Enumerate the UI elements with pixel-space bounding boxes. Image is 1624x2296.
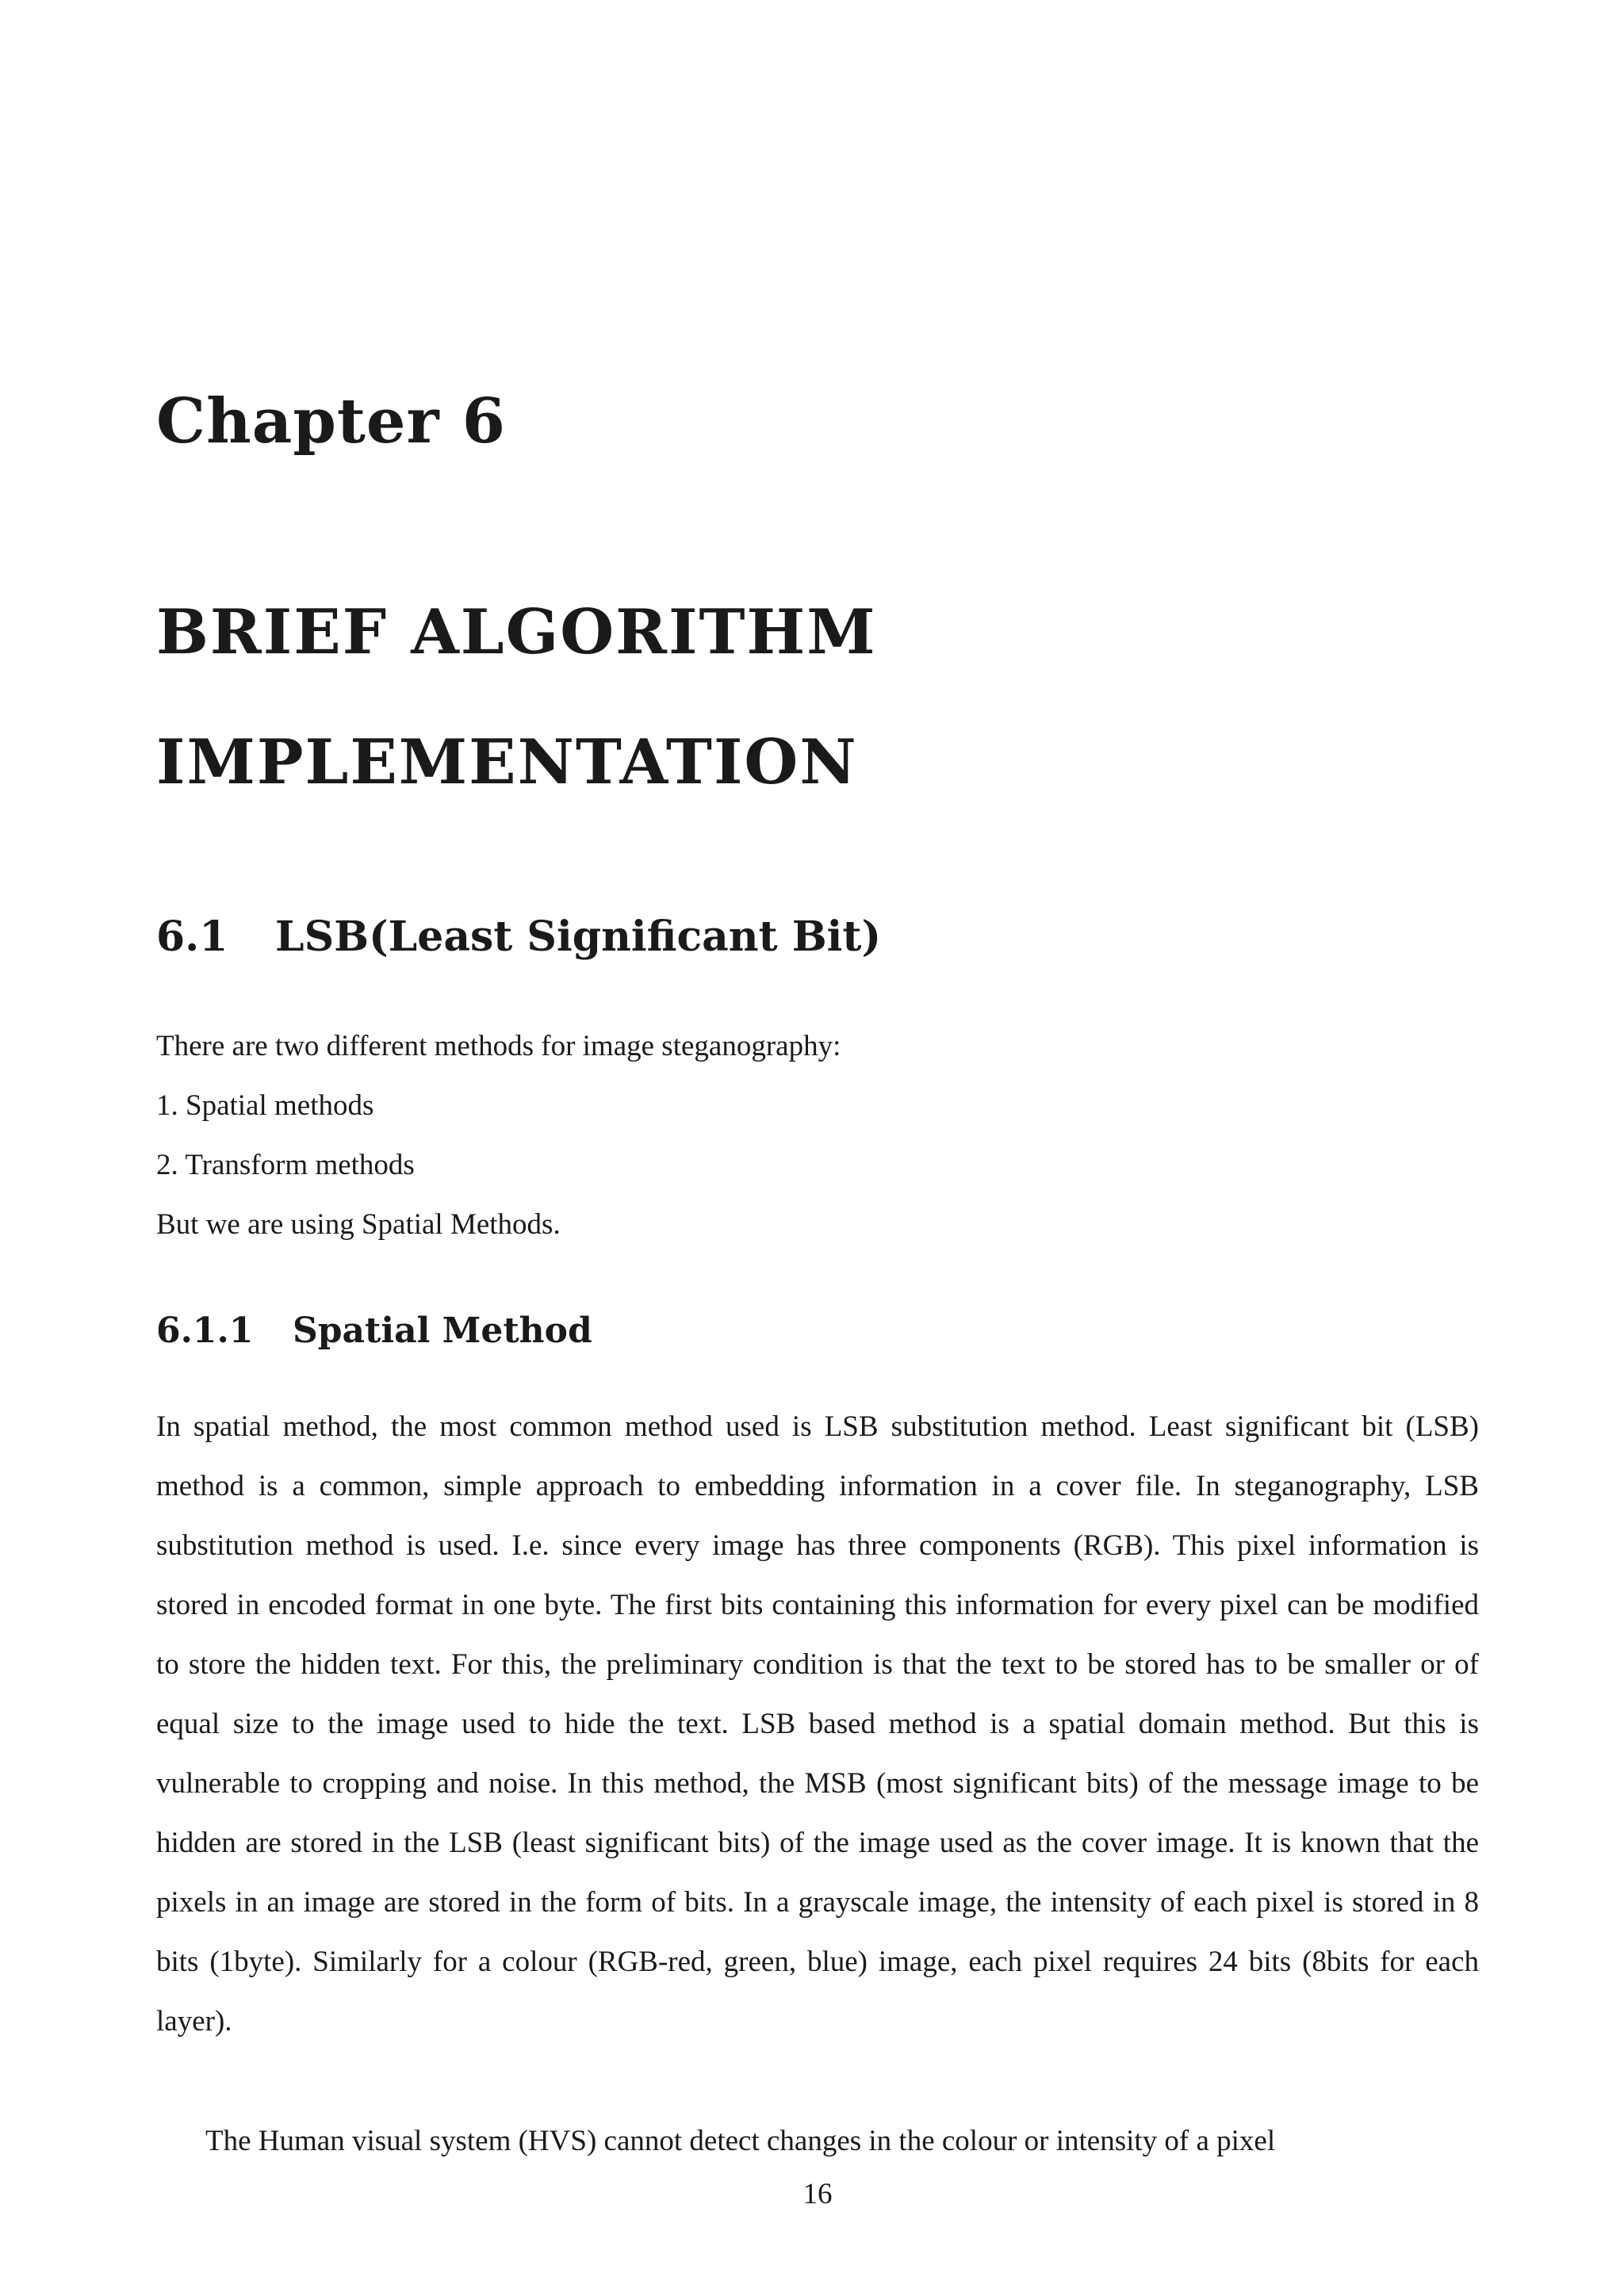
chapter-title: [156, 568, 877, 828]
intro-line: There are two different methods for image steganography:: [156, 1030, 841, 1062]
method-list-item: 1. Spatial methods: [156, 1089, 374, 1122]
section-intro: [156, 1016, 1479, 1254]
section-heading: [156, 913, 881, 962]
method-list-item: 2. Transform methods: [156, 1149, 415, 1181]
body-paragraph: The Human visual system (HVS) cannot detect changes in the colour or intensity of a pixel: [205, 2125, 1276, 2157]
intro-line: But we are using Spatial Methods.: [156, 1208, 561, 1241]
chapter-label: Chapter 6: [156, 385, 507, 457]
subsection-heading: [156, 1311, 592, 1353]
page-number: 16: [802, 2178, 833, 2210]
subsection-title: Spatial Method: [293, 1311, 592, 1351]
body-paragraph: In spatial method, the most common method used is LSB substitution method. Least significant bit (LSB) method is a common, simple approach to embedding information in a cover file. In steganography, LSB substitution method is used. I.e. since every image has three components (RGB). This pixel information is stored in encoded format in one byte. The first bits containing this information for every pixel can be modified to store the hidden text. For this, the preliminary condition is that the text to be stored has to be smaller or of equal size to the image used to hide the text. LSB based method is a spatial domain method. But this is vulnerable to cropping and noise. In this method, the MSB (most significant bits) of the message image to be hidden are stored in the LSB (least significant bits) of the image used as the cover image. It is known that the pixels in an image are stored in the form of bits. In a grayscale image, the intensity of each pixel is stored in 8 bits (1byte). Similarly for a colour (RGB-red, green, blue) image, each pixel requires 24 bits (8bits for each layer).: [156, 1410, 1479, 2038]
document-page: [156, 0, 1479, 2296]
chapter-title-line-2: IMPLEMENTATION: [156, 726, 858, 798]
section-title: LSB(Least Significant Bit): [275, 913, 882, 961]
subsection-number: 6.1.1: [156, 1311, 254, 1351]
section-number: 6.1: [156, 913, 228, 961]
chapter-title-line-1: BRIEF ALGORITHM: [156, 596, 877, 668]
